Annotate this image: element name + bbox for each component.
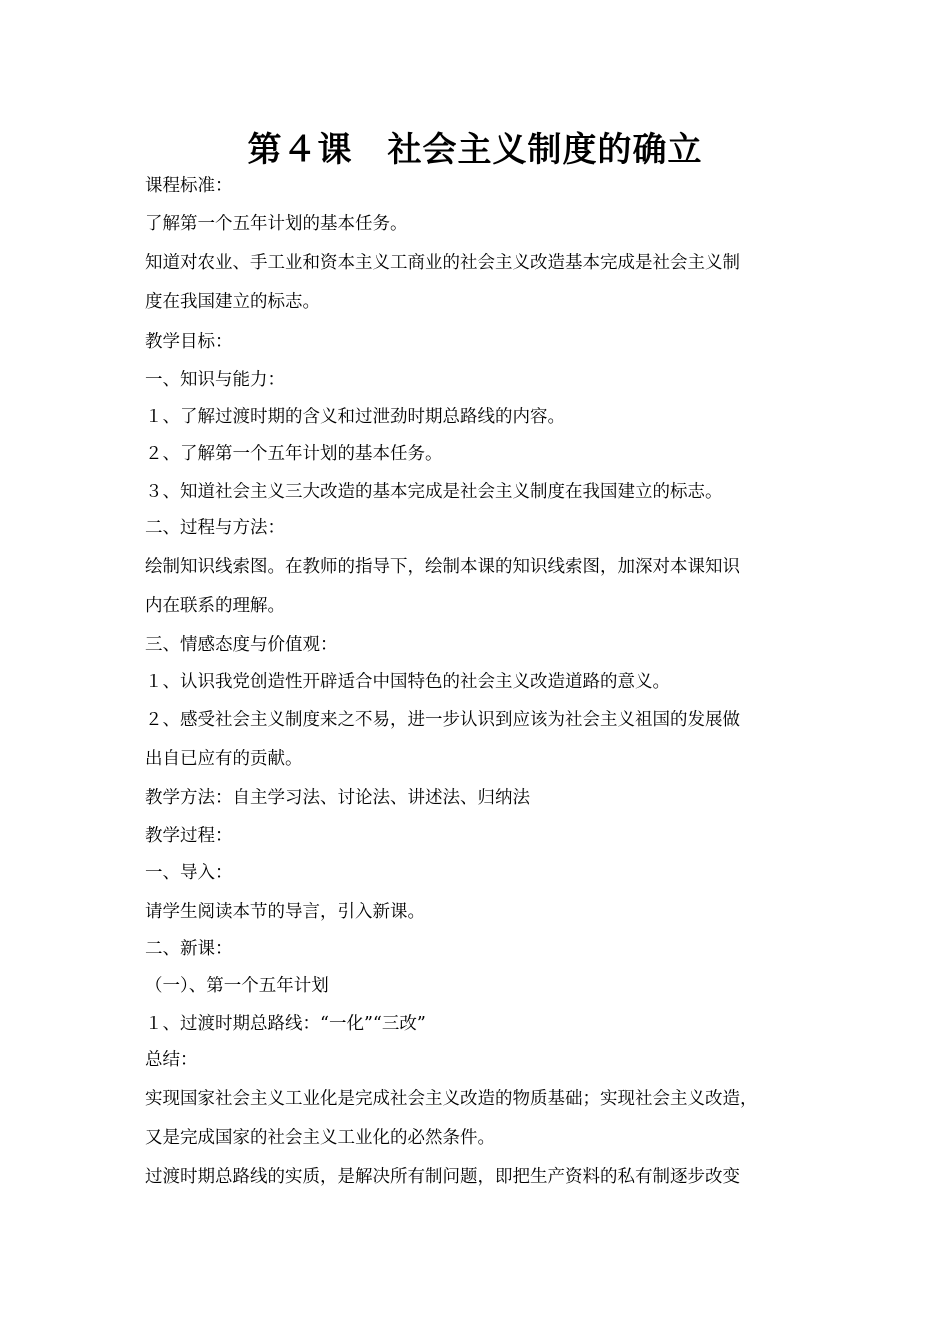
text-line: 了解第一个五年计划的基本任务。 [145,214,408,234]
lesson-title: 第４课 社会主义制度的确立 [247,130,703,170]
text-line: 教学过程： [145,826,233,846]
text-line: 总结： [145,1050,198,1070]
text-line: ２、了解第一个五年计划的基本任务。 [145,444,443,464]
text-line: 二、新课： [145,939,233,959]
text-line: ２、感受社会主义制度来之不易，进一步认识到应该为社会主义祖国的发展做 [145,710,740,730]
text-line: １、过渡时期总路线：“一化”“三改” [145,1014,426,1034]
text-line: １、了解过渡时期的含义和过泄劲时期总路线的内容。 [145,407,565,427]
text-line: 请学生阅读本节的导言，引入新课。 [145,902,425,922]
text-line: 一、导入： [145,863,233,883]
text-line: 知道对农业、手工业和资本主义工商业的社会主义改造基本完成是社会主义制 [145,253,740,273]
text-line: 课程标准： [145,176,233,196]
text-line: 出自已应有的贡献。 [145,749,303,769]
text-line: 教学目标： [145,332,233,352]
text-line: 绘制知识线索图。在教师的指导下，绘制本课的知识线索图，加深对本课知识 [145,557,740,577]
text-line: 三、情感态度与价值观： [145,635,338,655]
text-line: 过渡时期总路线的实质，是解决所有制问题，即把生产资料的私有制逐步改变 [145,1167,740,1187]
text-line: ３、知道社会主义三大改造的基本完成是社会主义制度在我国建立的标志。 [145,482,723,502]
text-line: １、认识我党创造性开辟适合中国特色的社会主义改造道路的意义。 [145,672,670,692]
text-line: 实现国家社会主义工业化是完成社会主义改造的物质基础；实现社会主义改造， [145,1089,758,1109]
text-line: 二、过程与方法： [145,518,285,538]
text-line: 教学方法：自主学习法、讨论法、讲述法、归纳法 [145,788,530,808]
text-line: （一）、第一个五年计划 [145,976,329,996]
text-line: 一、知识与能力： [145,370,285,390]
text-line: 内在联系的理解。 [145,596,285,616]
text-line: 度在我国建立的标志。 [145,292,320,312]
text-line: 又是完成国家的社会主义工业化的必然条件。 [145,1128,495,1148]
